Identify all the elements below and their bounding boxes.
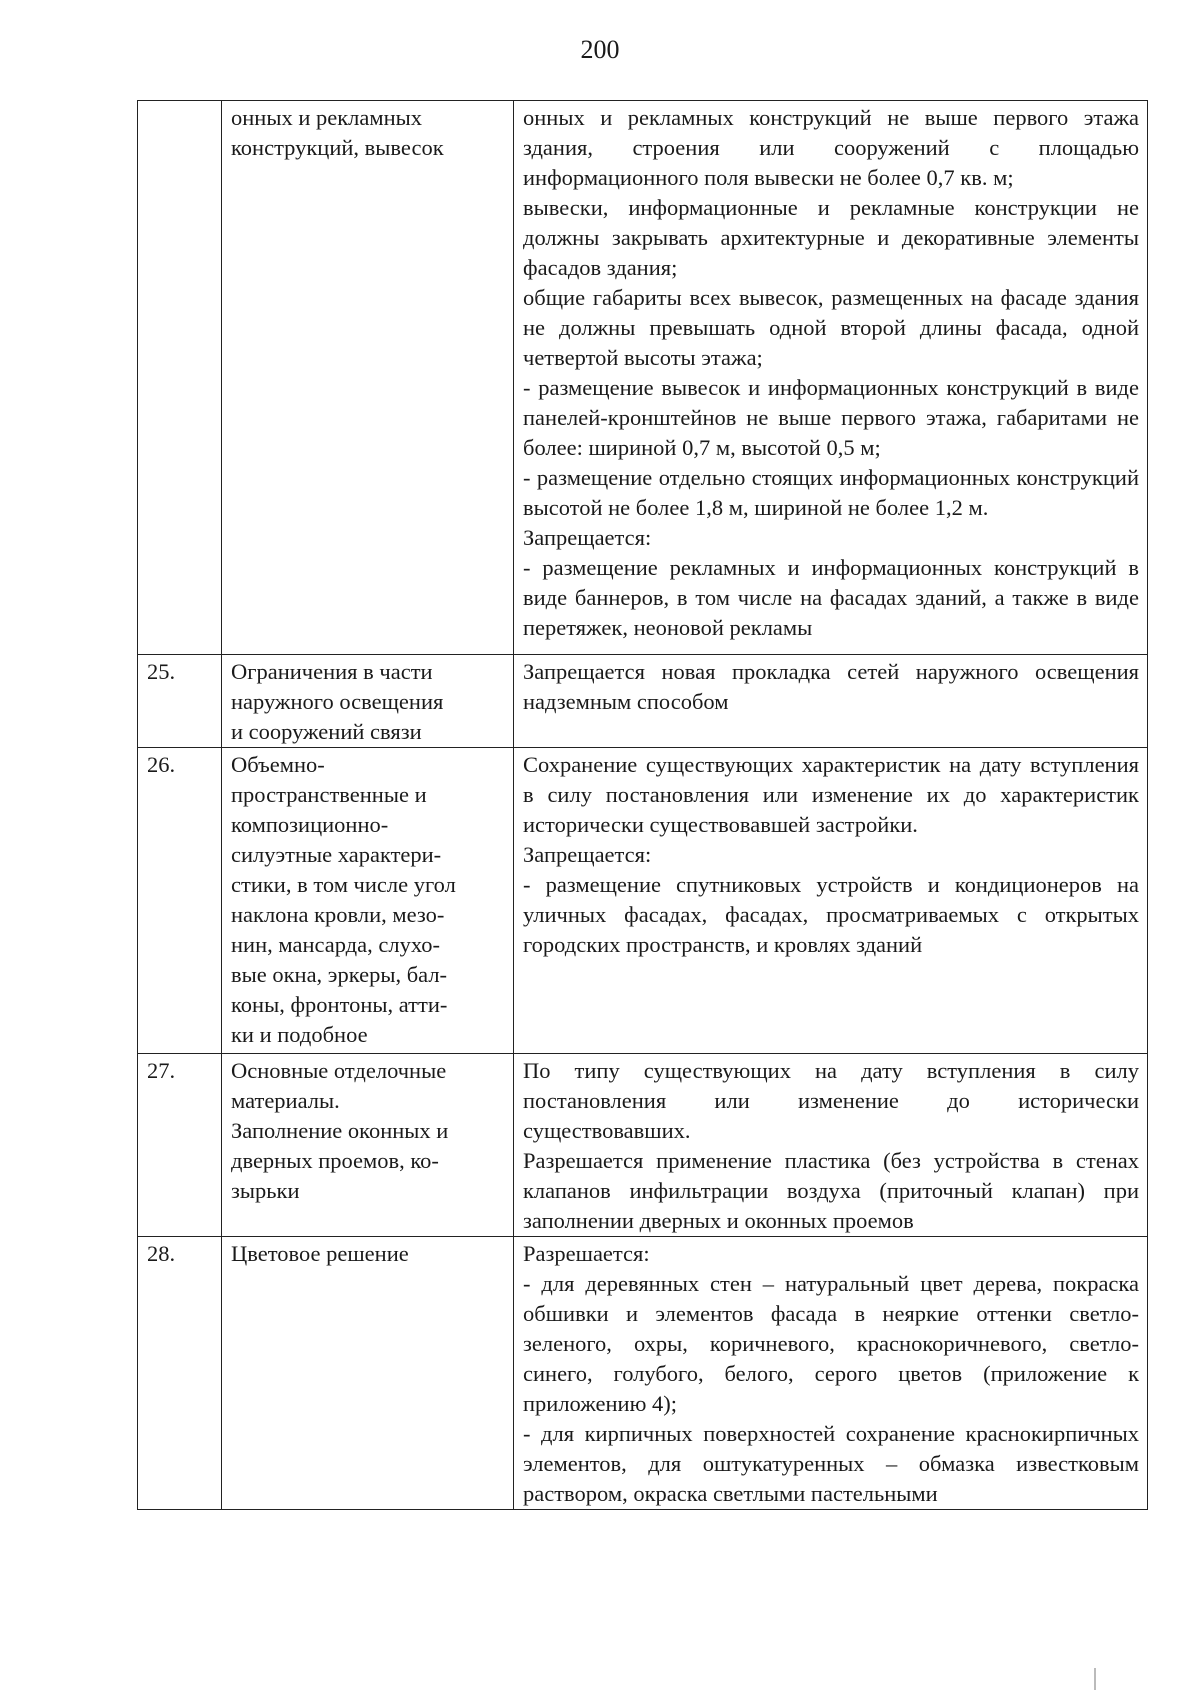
row-description bbox=[514, 1237, 1148, 1510]
description-paragraph: Запрещается: bbox=[523, 842, 652, 867]
row-description bbox=[514, 101, 1148, 655]
row-name bbox=[222, 1054, 514, 1237]
row-description bbox=[514, 748, 1148, 1054]
description-paragraph: Разрешается: bbox=[523, 1241, 650, 1266]
row-name-line: Основные отделочные bbox=[231, 1058, 447, 1083]
row-number: 26. bbox=[138, 748, 222, 1054]
row-number: 28. bbox=[138, 1237, 222, 1510]
description-paragraph: Разрешается применение пластика (без устройства в стенах клапанов инфильтрации воздуха (приточный клапан) при заполнении дверных и оконных проемов bbox=[523, 1148, 1139, 1233]
row-name-line: силуэтные характери- bbox=[231, 842, 442, 867]
row-number: 25. bbox=[138, 655, 222, 748]
row-name-line: зырьки bbox=[231, 1178, 300, 1203]
row-name-line: конструкций, вывесок bbox=[231, 135, 444, 160]
row-name bbox=[222, 101, 514, 655]
table-row bbox=[138, 101, 1148, 655]
row-name bbox=[222, 655, 514, 748]
table-row bbox=[138, 655, 1148, 748]
row-name-line: Заполнение оконных и bbox=[231, 1118, 449, 1143]
row-name-line: онных и рекламных bbox=[231, 105, 423, 130]
row-name-line: нин, мансарда, слухо- bbox=[231, 932, 440, 957]
description-paragraph: Сохранение существующих характеристик на дату вступления в силу постановления или изменение их до характеристик исторически существовавшей застройки. bbox=[523, 752, 1139, 837]
description-paragraph: - размещение спутниковых устройств и кондиционеров на уличных фасадах, фасадах, просматриваемых с открытых городских пространств, и кровлях зданий bbox=[523, 872, 1139, 957]
row-name-line: стики, в том числе угол bbox=[231, 872, 456, 897]
row-number bbox=[138, 101, 222, 655]
row-name bbox=[222, 1237, 514, 1510]
row-name-line: коны, фронтоны, атти- bbox=[231, 992, 448, 1017]
description-paragraph: По типу существующих на дату вступления в силу постановления или изменение до исторически существовавших. bbox=[523, 1058, 1139, 1143]
description-paragraph: вывески, информационные и рекламные конструкции не должны закрывать архитектурные и декоративные элементы фасадов здания; bbox=[523, 195, 1139, 280]
row-name-line: Цветовое решение bbox=[231, 1241, 409, 1266]
row-name-line: пространственные и bbox=[231, 782, 427, 807]
regulations-table bbox=[137, 100, 1148, 1510]
row-name-line: композиционно- bbox=[231, 812, 389, 837]
page-number: 200 bbox=[580, 35, 620, 64]
row-name-line: материалы. bbox=[231, 1088, 340, 1113]
row-name-line: ки и подобное bbox=[231, 1022, 368, 1047]
table-row bbox=[138, 1054, 1148, 1237]
description-paragraph: общие габариты всех вывесок, размещенных на фасаде здания не должны превышать одной второй длины фасада, одной четвертой высоты этажа; bbox=[523, 285, 1139, 370]
row-description bbox=[514, 655, 1148, 748]
row-name-line: вые окна, эркеры, бал- bbox=[231, 962, 448, 987]
row-name-line: Ограничения в части bbox=[231, 659, 433, 684]
description-paragraph: - размещение рекламных и информационных конструкций в виде баннеров, в том числе на фасадах зданий, а также в виде перетяжек, неоновой рекламы bbox=[523, 555, 1139, 640]
row-name bbox=[222, 748, 514, 1054]
row-name-line: наклона кровли, мезо- bbox=[231, 902, 445, 927]
description-paragraph: онных и рекламных конструкций не выше первого этажа здания, строения или сооружений с площадью информационного поля вывески не более 0,7 кв. м; bbox=[523, 105, 1139, 190]
description-paragraph: - для кирпичных поверхностей сохранение краснокирпичных элементов, для оштукатуренных – обмазка известковым раствором, окраска светлыми пастельными bbox=[523, 1421, 1139, 1506]
description-paragraph: - размещение вывесок и информационных конструкций в виде панелей-кронштейнов не выше первого этажа, габаритами не более: шириной 0,7 м, высотой 0,5 м; bbox=[523, 375, 1139, 460]
row-name-line: наружного освещения bbox=[231, 689, 444, 714]
description-paragraph: Запрещается: bbox=[523, 525, 652, 550]
row-number: 27. bbox=[138, 1054, 222, 1237]
row-name-line: Объемно- bbox=[231, 752, 325, 777]
row-description bbox=[514, 1054, 1148, 1237]
row-name-line: дверных проемов, ко- bbox=[231, 1148, 439, 1173]
description-paragraph: - для деревянных стен – натуральный цвет дерева, покраска обшивки и элементов фасада в неяркие оттенки светло-зеленого, охры, коричневого, краснокоричневого, светло-синего, голубого, белого, серого цветов (приложение к приложению 4); bbox=[523, 1271, 1139, 1416]
table-row bbox=[138, 1237, 1148, 1510]
table-row bbox=[138, 748, 1148, 1054]
description-paragraph: Запрещается новая прокладка сетей наружного освещения надземным способом bbox=[523, 659, 1139, 714]
description-paragraph: - размещение отдельно стоящих информационных конструкций высотой не более 1,8 м, шириной не более 1,2 м. bbox=[523, 465, 1139, 520]
row-name-line: и сооружений связи bbox=[231, 719, 422, 744]
scan-artifact-mark bbox=[1094, 1668, 1096, 1690]
